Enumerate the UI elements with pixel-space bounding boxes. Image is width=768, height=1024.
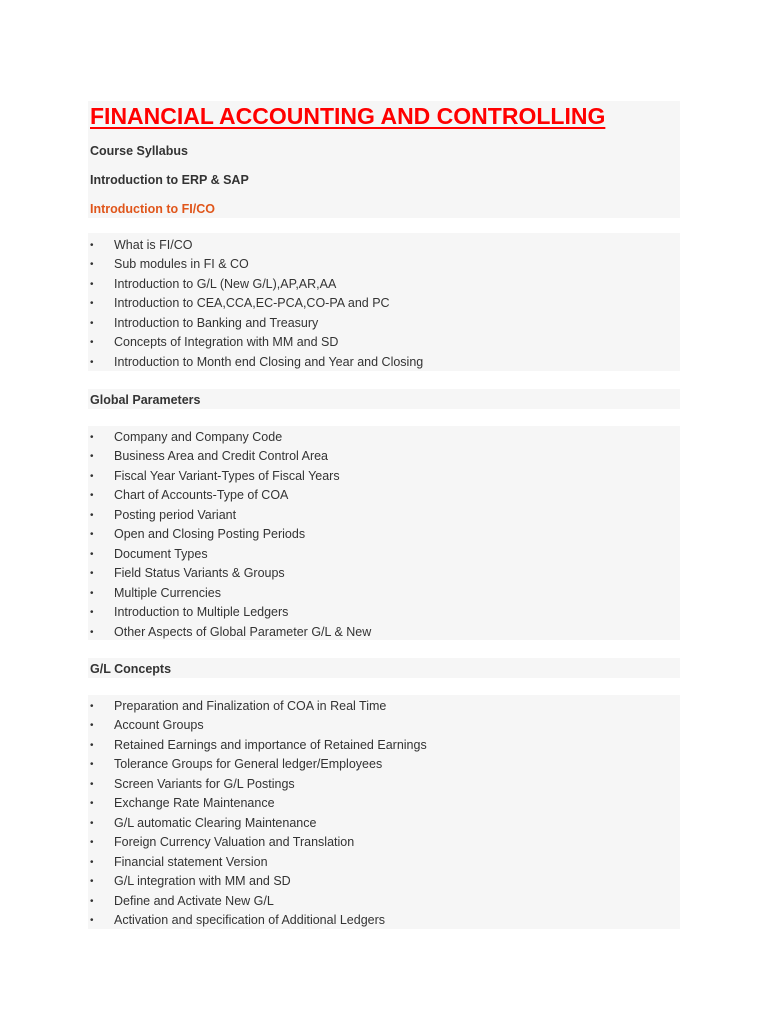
bullet-icon: •	[90, 470, 94, 482]
bullet-icon: •	[90, 337, 94, 348]
bullet-icon: •	[90, 856, 94, 868]
bullet-icon: •	[90, 587, 94, 599]
bullet-icon: •	[90, 278, 94, 290]
list-item-text: Chart of Accounts-Type of COA	[114, 488, 289, 502]
list-item-text: Introduction to Multiple Ledgers	[114, 605, 289, 619]
gl-concepts-heading: G/L Concepts	[90, 662, 172, 676]
bullet-icon: •	[90, 700, 94, 712]
page-title: FINANCIAL ACCOUNTING AND CONTROLLING	[90, 103, 606, 129]
bullet-icon: •	[90, 451, 94, 462]
bullet-icon: •	[90, 837, 94, 848]
list-item-text: Introduction to CEA,CCA,EC-PCA,CO-PA and PC	[114, 296, 390, 310]
list-item-text: Introduction to Month end Closing and Year and Closing	[114, 354, 424, 369]
list-item-text: Screen Variants for G/L Postings	[114, 776, 295, 791]
list-item-text: Company and Company Code	[114, 429, 283, 444]
list-item-text: Foreign Currency Valuation and Translation	[114, 835, 355, 849]
list-item-text: G/L automatic Clearing Maintenance	[114, 815, 317, 830]
list-item-text: Sub modules in FI & CO	[114, 257, 249, 271]
intro-erp-heading: Introduction to ERP & SAP	[90, 173, 249, 187]
bullet-icon: •	[90, 317, 94, 329]
gl-concepts-heading-band	[88, 658, 680, 678]
list-item-text: G/L integration with MM and SD	[114, 874, 291, 888]
list-item-text: Field Status Variants & Groups	[114, 566, 285, 580]
list-item-text: Preparation and Finalization of COA in Real Time	[114, 698, 387, 713]
list-item-text: Business Area and Credit Control Area	[114, 449, 329, 463]
list-item-text: What is FI/CO	[114, 237, 193, 252]
bullet-icon: •	[90, 568, 94, 579]
bullet-icon: •	[90, 895, 94, 907]
bullet-icon: •	[90, 739, 94, 751]
bullet-icon: •	[90, 876, 94, 887]
intro-fico-heading: Introduction to FI/CO	[90, 202, 215, 216]
list-item-text: Other Aspects of Global Parameter G/L & New	[114, 624, 372, 639]
bullet-icon: •	[90, 259, 94, 270]
bullet-icon: •	[90, 778, 94, 790]
bullet-icon: •	[90, 529, 94, 540]
bullet-icon: •	[90, 239, 94, 251]
list-item-text: Document Types	[114, 546, 208, 561]
bullet-icon: •	[90, 509, 94, 521]
list-item-text: Activation and specification of Additional Ledgers	[114, 913, 386, 927]
list-item-text: Retained Earnings and importance of Retained Earnings	[114, 737, 427, 752]
course-syllabus-heading: Course Syllabus	[90, 144, 188, 158]
bullet-icon: •	[90, 490, 94, 501]
list-item-text: Financial statement Version	[114, 854, 268, 869]
bullet-icon: •	[90, 915, 94, 926]
list-item-text: Concepts of Integration with MM and SD	[114, 335, 339, 349]
bullet-icon: •	[90, 607, 94, 618]
list-item-text: Posting period Variant	[114, 507, 237, 522]
bullet-icon: •	[90, 759, 94, 770]
list-item-text: Define and Activate New G/L	[114, 893, 274, 908]
bullet-icon: •	[90, 626, 94, 638]
bullet-icon: •	[90, 720, 94, 731]
bullet-icon: •	[90, 548, 94, 560]
bullet-icon: •	[90, 356, 94, 368]
list-item-text: Account Groups	[114, 718, 204, 732]
list-item-text: Introduction to G/L (New G/L),AP,AR,AA	[114, 276, 337, 291]
list-item-text: Introduction to Banking and Treasury	[114, 315, 319, 330]
list-item-text: Exchange Rate Maintenance	[114, 796, 275, 810]
bullet-icon: •	[90, 431, 94, 443]
bullet-icon: •	[90, 798, 94, 809]
list-item-text: Open and Closing Posting Periods	[114, 527, 306, 541]
list-item-text: Multiple Currencies	[114, 585, 221, 600]
list-item-text: Fiscal Year Variant-Types of Fiscal Years	[114, 468, 340, 483]
bullet-icon: •	[90, 817, 94, 829]
global-parameters-heading: Global Parameters	[90, 393, 201, 407]
list-item-text: Tolerance Groups for General ledger/Employees	[114, 757, 383, 771]
bullet-icon: •	[90, 298, 94, 309]
